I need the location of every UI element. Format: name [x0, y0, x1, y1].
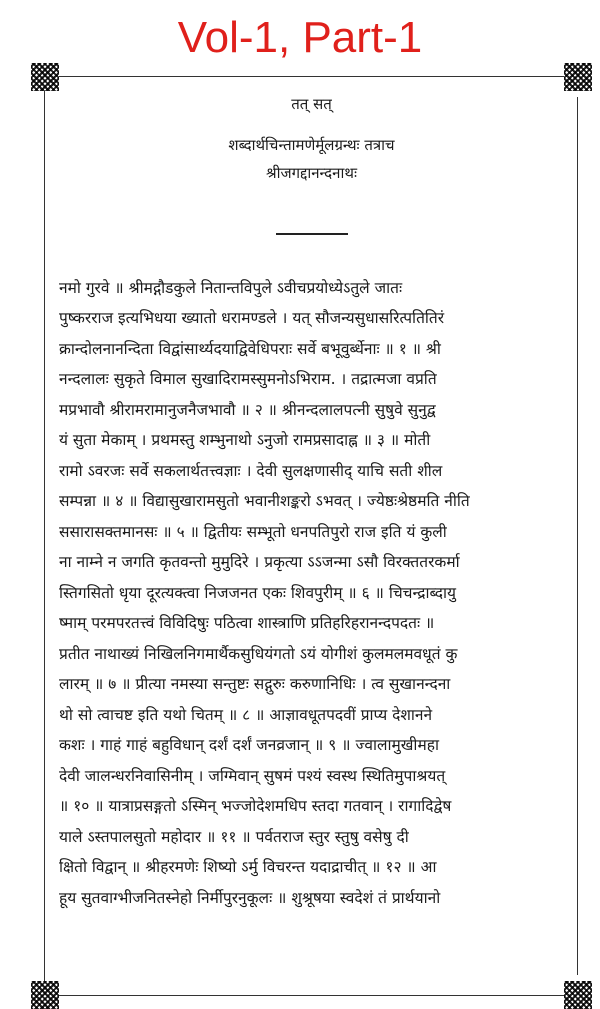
text-line: याले ऽस्तपालसुतो महोदार ॥ ११ ॥ पर्वतराज स्तुर स्तुषु वसेषु दी: [59, 827, 409, 846]
text-line: रामो ऽवरजः सर्वे सकलार्थतत्त्वज्ञाः । देवी सुलक्षणासीद् याचि सती शील: [59, 461, 443, 480]
text-line: लारम् ॥ ७ ॥ प्रीत्या नमस्या सन्तुष्टः सद्गुरुः करुणानिधिः । त्व सुखानन्दना: [59, 675, 451, 693]
corner-ornament-icon: [564, 981, 592, 1009]
text-line: ससारासक्तमानसः ॥ ५ ॥ द्वितीयः सम्भूतो धनपतिपुरो राज इति यं कुली: [59, 522, 447, 541]
frame-right-border: [577, 97, 578, 975]
text-line: हूय सुतवाग्भीजनितस्नेहो निर्मीपुरनुकूलः ॥ शुश्रूषया स्वदेशं तं प्रार्थयानो: [59, 888, 441, 907]
text-line: देवी जालन्धरनिवासिनीम् । जग्मिवान् सुषमं पश्यं स्वस्थ स्थितिमुपाश्रयत्: [59, 766, 446, 785]
text-line: यं सुता मेकाम् । प्रथमस्तु शम्भुनाथो ऽनुजो रामप्रसादाह्न ॥ ३ ॥ मोती: [59, 431, 431, 449]
text-line: पुष्करराज इत्यभिधया ख्यातो धरामण्डले । यत् सौजन्यसुधासरित्पतितिरं: [59, 309, 445, 327]
body-text: [59, 273, 564, 914]
text-line: क्रान्दोलनानन्दिता विद्वांसार्थ्यदयाद्विवेधिपराः सर्वे बभूवुर्ब्धेनाः ॥ १ ॥ श्री: [59, 339, 441, 358]
text-line: क्षितो विद्वान् ॥ श्रीहरमणेः शिष्यो ऽर्मु विचरन्त यदाद्राचीत् ॥ १२ ॥ आ: [59, 858, 437, 876]
page-frame: [44, 76, 578, 996]
text-line: प्रतीत नाथाख्यं निखिलनिगमार्थैकसुधियंगतो ऽयं योगीशं कुलमलमवधूतं कु: [59, 644, 458, 663]
page-content: [59, 89, 564, 983]
text-line: ष्माम् परमपरतत्त्वं विविदिषुः पठित्वा शास्त्राणि प्रतिहरिहरानन्दपदतः ॥: [59, 614, 435, 632]
invocation: तत् सत्: [291, 95, 332, 113]
text-line: कशः । गाहं गाहं बहुविधान् दर्शं दर्शं जनव्रजान् ॥ ९ ॥ ज्वालामुखीमहा: [59, 736, 439, 754]
text-line: स्तिगसितो धृया दूरत्यक्त्वा निजजनत एकः शिवपुरीम् ॥ ६ ॥ चिचन्द्राब्दायु: [59, 583, 456, 602]
text-line: मप्रभावौ श्रीरामरामानुजनैजभावौ ॥ २ ॥ श्रीनन्दलालपत्नी सुषुवे सुनुद्व: [59, 400, 436, 419]
title-line-2: श्रीजगद्दानन्दनाथः: [266, 164, 357, 182]
title-line-1: शब्दार्थचिन्तामणेर्मूलग्रन्थः तत्राच: [228, 136, 395, 154]
corner-ornament-icon: [564, 63, 592, 91]
text-line: सम्पन्ना ॥ ४ ॥ विद्यासुखारामसुतो भवानीशङ्करो ऽभवत् । ज्येष्ठःश्रेष्ठमति नीति: [59, 492, 470, 510]
corner-ornament-icon: [31, 63, 59, 91]
text-line: नमो गुरवे ॥ श्रीमद्गौडकुले नितान्तविपुले ऽवीचप्रयोध्येऽतुले जातः: [59, 278, 403, 297]
corner-ornament-icon: [31, 981, 59, 1009]
section-divider: [276, 233, 348, 235]
text-line: ॥ १० ॥ यात्राप्रसङ्गतो ऽस्मिन् भज्जोदेशमधिप स्तदा गतवान् । रागादिद्वेष: [59, 797, 452, 815]
text-line: ना नाम्ने न जगति कृतवन्तो मुमुदिरे । प्रकृत्या ऽऽजन्मा ऽसौ विरक्ततरकर्मा: [59, 553, 460, 571]
text-line: नन्दलालः सुकृते विमाल सुखादिरामस्सुमनोऽभिराम. । तद्रात्मजा वप्रति: [59, 370, 437, 388]
volume-banner: Vol-1, Part-1: [177, 13, 423, 62]
text-line: थो सो त्वाचष्ट इति यथो चितम् ॥ ८ ॥ आज्ञावधूतपदवीं प्राप्य देशानने: [59, 705, 433, 724]
